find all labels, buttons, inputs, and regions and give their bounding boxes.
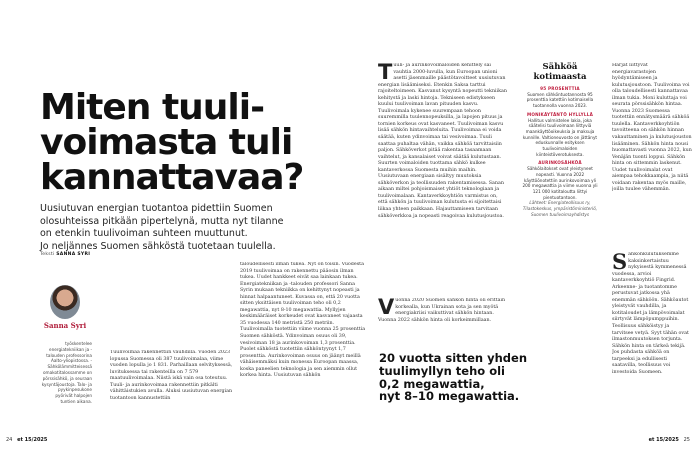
profile-name: Sanna Syri	[43, 321, 87, 330]
fact-head: AURINKOSÄHKÖÄ	[538, 160, 582, 166]
byline-author: SANNA SYRI	[56, 252, 91, 257]
fact-item	[520, 112, 600, 158]
headline-line: Miten tuuli-	[40, 87, 265, 128]
fact-box-title: Sähköä kotimaasta	[533, 62, 587, 82]
body-text: Tuulivoimaa rakennettiin vauhdilla. Vuoden 2023 lopussa Suomessa oli 387 tuulivoimalaa, viime vuoden lopulla jo 1 831. Parhaillaan selvityksessä, luvituksessa tai rakenteilla on 7 579 maatuulivoimalaa. Niistä iskä vain osa toteutuu. Tuuli- ja aurinkovoimaa rakennettiin pitkälti vähittäistukien avulla. Aluksi uusiutuvan energian tuotantoon kannustettiin	[110, 350, 233, 401]
pull-quote-line: nyt 8–10 megawattia.	[379, 389, 520, 404]
pull-quote-line: 0,2 megawattia,	[379, 376, 485, 391]
page-number: 25	[683, 437, 690, 443]
fact-head: MONIKÄYTÄNTÖ HYLLYLLÄ	[526, 111, 594, 117]
dropcap: T	[378, 63, 393, 84]
body-column-5	[612, 63, 692, 249]
fact-box	[520, 63, 600, 217]
footer-left	[6, 437, 47, 443]
lead-line: Uusiutuvan energian tuotantoa pidettiin Suomen	[40, 203, 273, 214]
body-text: Harjat liittyvät energiavarastojen hyödyntämiseen ja kulutusjoustoon. Tuulivoima voi olla taloudellisesti kannattavaa ilman tukia. Moni kuluttaja voi seurata pörssisähkön hintaa. Vuonna 2023 Suomessa tuotettiin ennätysmäärä sähköä tuulella. Kantaverkkoyhtiön tavoitteena on sähkön hinnan vakauttaminen ja kulutusjouston lisääminen. Sähkön hinta nousi huomattavasti vuonna 2022, kun Venäjän tuonti loppui. Sähkön hinta on sittemmin laskenut. Uudet tuulivoimalat ovat aiempaa tehokkaampia, ja niitä voidaan rakentaa myös maille, joilla tuulee vähemmän.	[612, 63, 692, 193]
byline-label: Teksti	[40, 252, 55, 257]
headline-line: kannattavaa?	[40, 157, 304, 198]
body-column-5b	[612, 252, 692, 428]
headline	[40, 87, 340, 198]
body-column-3	[378, 63, 508, 295]
profile-description: työskentelee energiatekniikan ja -talouden professorina Aalto-yliopistossa. - Sähkölämmitteisessä omakotitalossamme on pörssisähkö, ja seuraan kysyntäjoustoja. Talo- ja pyykinpesukone pyörivät halpojen tuntien aikana.	[41, 341, 92, 404]
fact-head: 95 PROSENTTIA	[540, 86, 580, 91]
fact-source-note: Lähteet: Energiateollisuus ry, Tilastokeskus, ympäristöministeriö, Suomen tuulivoimayhdistys	[522, 200, 598, 217]
fact-text: Suomen sähköntuotannosta 95 prosenttia katettiin kotimaisella tuotannolla vuonna 2023.	[526, 91, 594, 109]
avatar	[50, 285, 80, 319]
body-column-1	[110, 350, 235, 410]
body-text: ähkönkulutuksemme kaksinkertaistuu nykyisestä kymmenessä vuodessa, arvioi kantaverkkoyhtiö Fingrid. Arkeenne- ja tuotantomme perustuvat jatkossa yhä enemmän sähköön. Sähköautot yleistyvät vauhdilla, ja kotitaloudet ja lämpövoimalat siirtyvät lämpöpumppuihin. Teollisuus sähköistyy ja tarvitsee vetyä. Syyt tähän ovat ilmastonmuutoksen torjunta. Sähkön hinta on tärkeä tekijä. Jos puhdasta sähköä on tarpeeksi ja edullisesti saatavilla, teollisuus voi investoida Suomeen.	[612, 252, 689, 375]
page-number: 24	[6, 437, 13, 443]
lead-line: on etenkin tuulivoiman suhteen muuttunut.	[40, 228, 248, 239]
body-column-2	[240, 262, 367, 410]
body-text: uuli- ja aurinkovoimaloiden kehittely sai vauhtia 2000-luvulla, kun Euroopan unioni asetti jäsenmaille päästötavoitteet uusiutuvan energian lisäämiseksi. Etenkin Saksa tarttui rajoiteltoimeen. Kasvanut kysyntä nopeutti tekniikan kehitystä ja laski hintoja. Tekniseen edistykseen kuului tuulivoiman lavan pituuden kasvu. Tuulivoimala kykenee suurempaan tehoon suuremmilla tuulennopeuksilla, ja lapojen pituus ja tornien korkeus ovat kasvaneet. Tuulivoiman kasvu lisää sähkön hintavaihteluita. Tuulivoimaa ei voida säätää, kuten ydinvoimaa tai vesivoimaa. Tuuli saattaa puhaltaa vähän, vaikka sähköä tarvittaisiin paljon. Sähköverkot pitää rakentaa tasaamaan vaihtelut, ja kansalaiset voivat säätää kulutustaan. Suurten voimaloiden tuottama sähkö kulkee kantaverkossa Suomesta muihin maihin. Uusiutuvaan energiaan sisältyy muutoksia sähköverkon ja teollisuuden rakentamisessa. Sanan aikaan miltei pohjoismaiset yhtiöt teknologiaan ja tuulivoimalaan. Kantaverkkoyhtiön varmistus on, että sähkön ja tuulivoiman kulutusta ei sijoitettaisi liikaa yhteen paikkaan. Hajauttamiseen tarvitaan sähköverkkoa ja nopeasti reagoivaa kulutusjoustoa.	[378, 63, 507, 219]
lead-paragraph	[40, 203, 340, 253]
body-column-3b	[378, 298, 508, 342]
pull-quote	[379, 352, 539, 403]
fact-item	[520, 160, 600, 200]
issue-label: et 15/2025	[17, 437, 48, 443]
lead-line: olosuhteissa pitkään pipertelynä, mutta nyt tilanne	[40, 215, 284, 227]
headline-line: voimasta tuli	[40, 122, 293, 163]
body-text: taloudellisesti ilman tukea. Nyt on toisin. Vuodesta 2019 tuulivoimaa on rakennettu pääosin ilman tukea. Uudet hankkeet eivät saa lainkaan tukea. Energiatekniikan ja -talouden professori Sanna Syrin mukaan tekniikka on kehittynyt nopeasti ja hinnat halpaantuneet. Kuvassa on, että 20 vuotta sitten yksittäisen tuulivoiman teho oli 0,2 megawattia, nyt 8-10 megawattia. Myllyjen keskimääräiset korkeudet ovat kasvaneet vajaasta 35 vuodessa 140 metristä 250 metriin. Tuulivoimalla tuotettiin viime vuonna 25 prosenttia Suomen sähköstä. Ydinvoiman osuus oli 39, vesivoiman 18 ja aurinkovoiman 1,3 prosenttia. Puolet sähköstä tuotettiin sähköntyynyt 1,7 prosenttia. Aurinkovoiman osuus on jäänyt meillä vähäisemmäksi kuin monessa Euroopan maassa, koska paneelien teknologia ja sen aiemmin ollut korkea hinta. Uusiutuvan sähkön	[240, 262, 366, 379]
issue-label: et 15/2025	[648, 437, 679, 443]
lead-line: Jo neljännes Suomen sähköstä tuotetaan tuulella.	[40, 240, 276, 252]
fact-text: Hallitus valmistelee lakia, joka säätelisi tuulivoimaan liittyviä maankäyttöoikeuksia ja maksuja kunnille. Valtioneuvosto on jättänyt eduskunnalle esityksen tuulivoimaloiden kiinteistöverotuksesta.	[522, 117, 598, 157]
fact-item	[520, 86, 600, 109]
pull-quote-line: tuulimyllyn teho oli	[379, 363, 505, 378]
dropcap: V	[378, 298, 395, 319]
body-text: uonna 2020 Suomen sähkön hinta oli erittäin korkealla, kun Ukrainan sota ja sen myötä energiakriisi vaikuttivat sähkön hintaan. Vuonna 2022 sähkön hinta oli korkeimmillaan.	[378, 298, 506, 323]
byline	[40, 252, 90, 257]
dropcap: S	[612, 252, 628, 274]
footer-right	[649, 437, 690, 443]
fact-text: Sähkölaitokset ovat yleistyneet nopeasti. Vuonna 2022 käyttöönotettiin aurinkovoimaa yli 200 megawattia ja viime vuonna yli 121 000 kotitaloutta liittyi pientuotantoon.	[522, 166, 598, 200]
pull-quote-line: 20 vuotta sitten yhden	[379, 351, 528, 365]
